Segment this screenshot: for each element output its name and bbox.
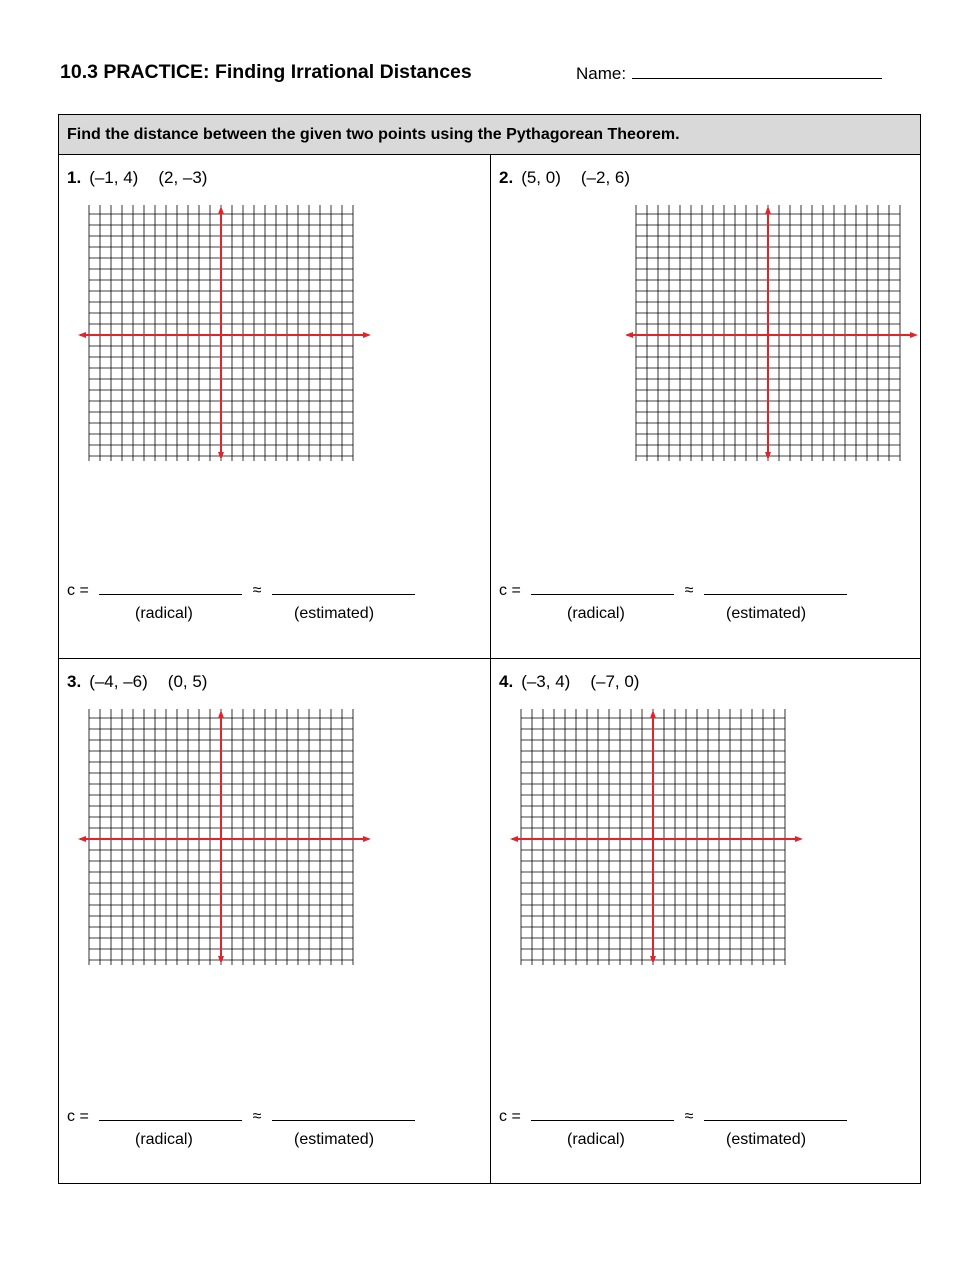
point-a: (–1, 4) [89,168,139,187]
radical-caption: (radical) [567,605,625,622]
c-label: c = [499,582,521,599]
coordinate-grid-4[interactable] [510,709,805,965]
instructions-text: Find the distance between the given two points using the Pythagorean Theorem. [67,126,680,143]
radical-blank[interactable] [99,582,242,595]
point-b: (–2, 6) [580,168,631,187]
y-axis-up-arrow [765,206,771,214]
coordinate-grid-2[interactable] [625,205,920,461]
approx-symbol: ≈ [252,1108,262,1125]
radical-blank[interactable] [531,582,674,595]
coordinate-grid-3[interactable] [78,709,373,965]
approx-symbol: ≈ [684,1108,694,1125]
c-label: c = [67,582,89,599]
estimated-caption: (estimated) [726,1131,807,1148]
problem-number: 2. [499,168,514,187]
estimated-caption: (estimated) [294,605,375,622]
problem-4-cell [491,659,922,1184]
problem-number: 1. [67,168,82,187]
instructions-bar [59,115,920,155]
x-axis-left-arrow [78,332,86,338]
x-axis-left-arrow [78,836,86,842]
estimated-blank[interactable] [704,582,847,595]
radical-caption: (radical) [567,1131,625,1148]
y-axis-up-arrow [218,206,224,214]
x-axis-right-arrow [363,332,371,338]
point-b: (2, –3) [158,168,208,187]
point-a: (–3, 4) [521,672,571,691]
problem-table [58,114,921,1184]
estimated-caption: (estimated) [726,605,807,622]
coordinate-grid-1[interactable] [78,205,373,461]
radical-caption: (radical) [135,605,193,622]
point-b: (0, 5) [167,672,208,691]
problem-3-cell [59,659,490,1184]
problem-4-label [499,672,639,692]
problem-3-label [67,672,207,692]
worksheet-title: 10.3 PRACTICE: Finding Irrational Distances [60,61,472,83]
point-a: (–4, –6) [89,672,148,691]
answer-line-3 [67,1108,415,1126]
radical-caption: (radical) [135,1131,193,1148]
estimated-blank[interactable] [272,582,415,595]
problem-2-cell [491,155,922,658]
name-field[interactable] [576,64,882,84]
x-axis-left-arrow [510,836,518,842]
x-axis-left-arrow [625,332,633,338]
problem-1-label [67,168,207,188]
problem-2-label [499,168,630,188]
answer-line-2 [499,582,847,600]
estimated-blank[interactable] [272,1108,415,1121]
c-label: c = [67,1108,89,1125]
radical-blank[interactable] [531,1108,674,1121]
c-label: c = [499,1108,521,1125]
problem-number: 4. [499,672,514,691]
approx-symbol: ≈ [684,582,694,599]
point-a: (5, 0) [521,168,561,187]
estimated-blank[interactable] [704,1108,847,1121]
point-b: (–7, 0) [590,672,640,691]
y-axis-up-arrow [218,710,224,718]
radical-blank[interactable] [99,1108,242,1121]
estimated-caption: (estimated) [294,1131,375,1148]
answer-line-4 [499,1108,847,1126]
y-axis-up-arrow [650,710,656,718]
answer-line-1 [67,582,415,600]
problem-1-cell [59,155,490,658]
problem-number: 3. [67,672,82,691]
x-axis-right-arrow [910,332,918,338]
x-axis-right-arrow [795,836,803,842]
name-label: Name: [576,64,627,83]
x-axis-right-arrow [363,836,371,842]
name-line[interactable] [632,64,882,79]
approx-symbol: ≈ [252,582,262,599]
